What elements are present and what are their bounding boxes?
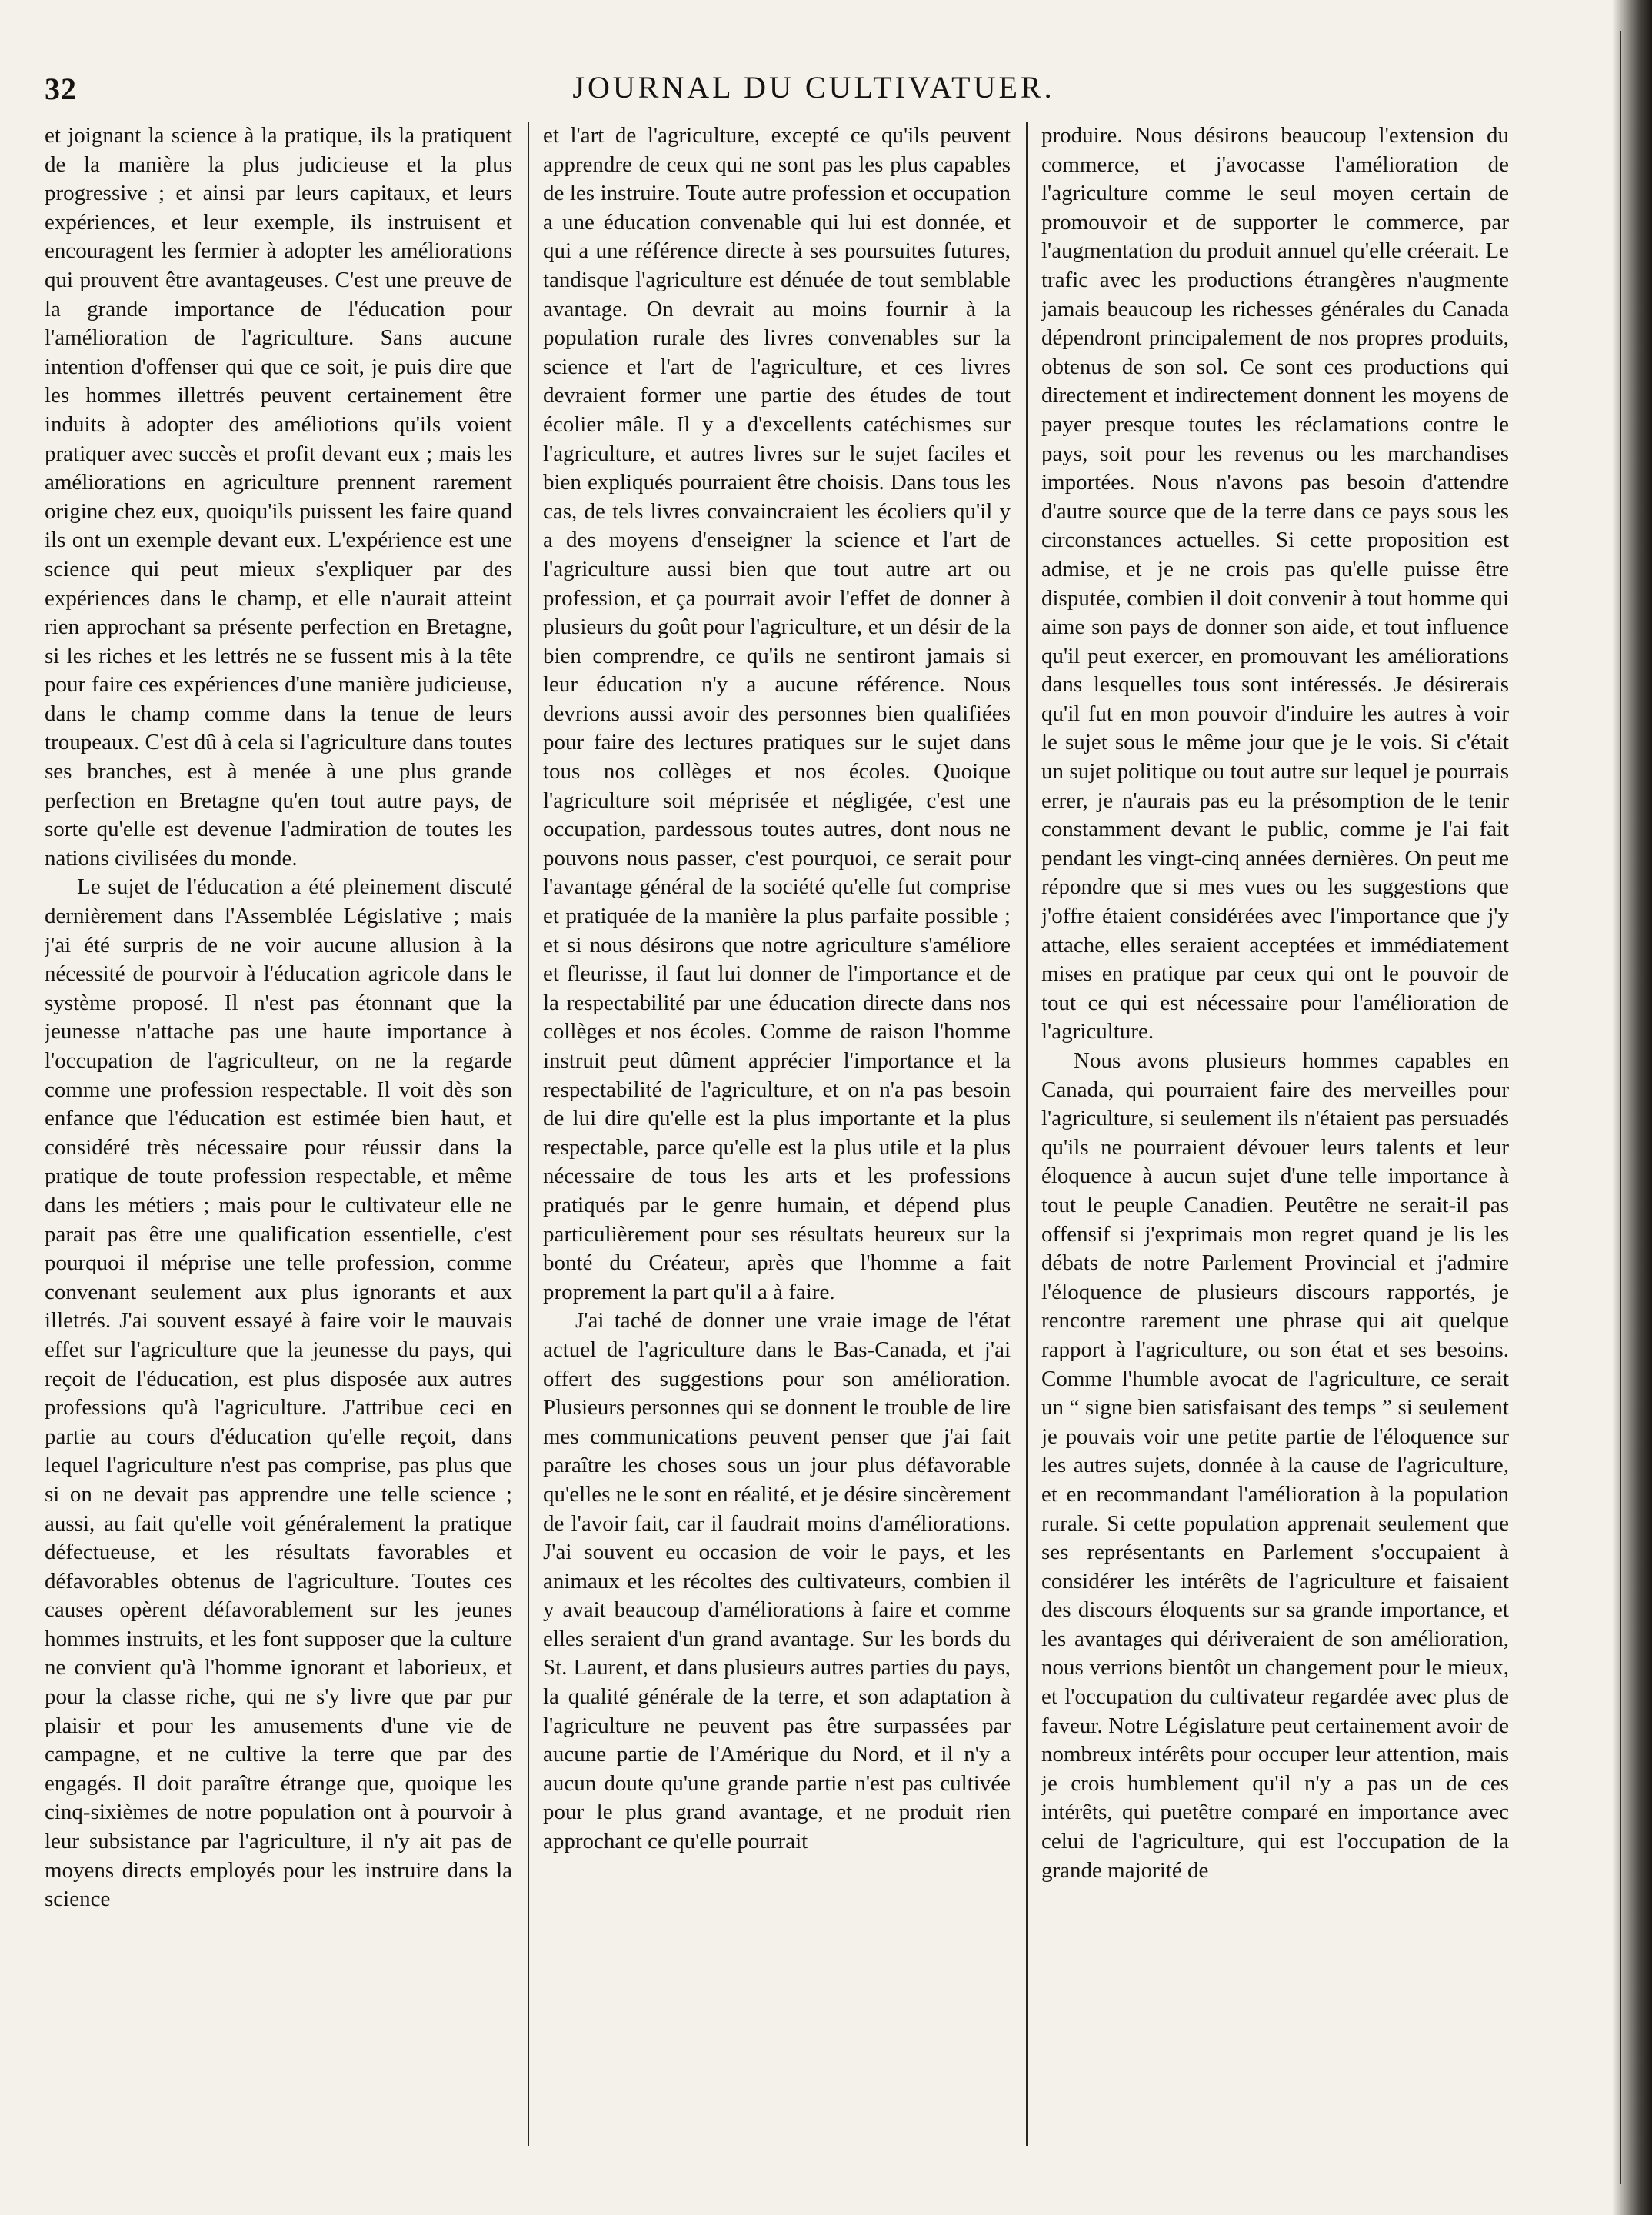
binding-shadow (1612, 0, 1652, 2215)
running-title: JOURNAL DU CULTIVATUER. (572, 70, 1055, 105)
column-2 (543, 122, 1011, 2146)
paragraph: produire. Nous désirons beaucoup l'extension du commerce, et j'avocasse l'amélioration de l'agriculture comme le seul moyen certain de promouvoir et de supporter le commerce, par l'augmentation du produit annuel qu'elle créerait. Le trafic avec les productions étrangères n'augmente jamais beaucoup les richesses générales du Canada dépendront principalement de nos propres produits, obtenus de son sol. Ce sont ces productions qui directement et indirectement donnent les moyens de payer presque toutes les réclamations contre le pays, soit pour les revenus ou les marchandises importées. Nous n'avons pas besoin d'attendre d'autre source que de la terre dans ce pays sous les circonstances actuelles. Si cette proposition est admise, et je ne crois pas qu'elle puisse être disputée, combien il doit convenir à tout homme qui aime son pays de donner son aide, et tout influence qu'il peut exercer, en promouvant les améliorations dans lesquelles tous sont intéressés. Je désirerais qu'il fut en mon pouvoir d'induire les autres à voir le sujet sous le même jour que je le vois. Si c'était un sujet politique ou tout autre sur lequel je pourrais errer, je n'aurais pas eu la présomption de le tenir constamment devant le public, comme je l'ai fait pendant les vingt-cinq années dernières. On peut me répondre que si mes vues ou les suggestions que j'offre étaient considérées avec l'importance que j'y attache, elles seraient acceptées et immédiatement mises en pratique par ceux qui ont le pouvoir de tout ce qui est nécessaire pour l'amélioration de l'agriculture. (1041, 123, 1509, 1044)
paragraph: Le sujet de l'éducation a été pleinement discuté dernièrement dans l'Assemblée Législative ; mais j'ai été surpris de ne voir aucune allusion à la nécessité de pourvoir à l'éducation agricole dans le système proposé. Il n'est pas étonnant que la jeunesse n'attache pas une haute importance à l'occupation de l'agriculteur, on ne la regarde comme une profession respectable. Il voit dès son enfance que l'éducation est estimée bien haut, et considéré très nécessaire pour réussir dans la pratique de toute profession respectable, et même dans les métiers ; mais pour le cultivateur elle ne parait pas être une qualification essentielle, c'est pourquoi il méprise une telle profession, comme convenant seulement aux plus ignorants et aux illetrés. J'ai souvent essayé à faire voir le mauvais effet sur l'agriculture que la jeunesse du pays, qui reçoit de l'éducation, est plus disposée aux autres professions qu'à l'agriculture. J'attribue ceci en partie au cours d'éducation qu'elle reçoit, dans lequel l'agriculture n'est pas comprise, pas plus que si on ne devait pas apprendre une telle science ; aussi, au fait qu'elle voit généralement la pratique défectueuse, et les résultats favorables et défavorables obtenus de l'agriculture. Toutes ces causes opèrent défavorablement sur les jeunes hommes instruits, et les font supposer que la culture ne convient qu'à l'homme ignorant et laborieux, et pour la classe riche, qui ne s'y livre que par pur plaisir et pour les amusements d'une vie de campagne, et ne cultive la terre que par des engagés. Il doit paraître étrange que, quoique les cinq-sixièmes de notre population ont à pourvoir à leur subsistance par l'agriculture, il n'y ait pas de moyens directs employés pour les instruire dans la science (45, 874, 512, 1912)
paragraph: et l'art de l'agriculture, excepté ce qu'ils peuvent apprendre de ceux qui ne sont pas les plus capables de les instruire. Toute autre profession et occupation a une éducation convenable qui lui est donnée, et qui a une référence directe à ses poursuites futures, tandisque l'agriculture est dénuée de tout semblable avantage. On devrait au moins fournir à la population rurale des livres convenables sur la science et l'art de l'agriculture, et ces livres devraient former une partie des études de tout écolier mâle. Il y a d'excellents catéchismes sur l'agriculture, et autres livres sur le sujet faciles et bien expliqués pourraient être choisis. Dans tous les cas, de tels livres convaincraient les écoliers qu'il y a des moyens d'enseigner la science et l'art de l'agriculture aussi bien que tout autre art ou profession, et ça pourrait avoir l'effet de donner à plusieurs du goût pour l'agriculture, et un désir de la bien comprendre, ce qu'ils ne sentiront jamais si leur éducation n'y a aucune référence. Nous devrions aussi avoir des personnes bien qualifiées pour faire des lectures pratiques sur le sujet dans tous nos collèges et nos écoles. Quoique l'agriculture soit méprisée et négligée, c'est une occupation, pardessous toutes autres, dont nous ne pouvons nous passer, c'est pourquoi, ce serait pour l'avantage général de la société qu'elle fut comprise et pratiquée de la manière la plus parfaite possible ; et si nous désirons que notre agriculture s'améliore et fleurisse, il faut lui donner de l'importance et de la respectabilité par une éducation directe dans nos collèges et nos écoles. Comme de raison l'homme instruit peut dûment apprécier l'importance et la respectabilité de l'agriculture, et on n'a pas besoin de lui dire qu'elle est la plus importante et la plus respectable, parce qu'elle est la plus utile et la plus nécessaire de tous les arts et les professions pratiqués par le genre humain, et dépend plus particulièrement pour ses résultats heureux sur la bonté du Créateur, après que l'homme a fait proprement la part qu'il a à faire. (543, 123, 1011, 1304)
text-columns (45, 122, 1509, 2146)
paragraph: et joignant la science à la pratique, ils la pratiquent de la manière la plus judicieuse et la plus progressive ; et ainsi par leurs capitaux, et leurs expériences, et leur exemple, ils instruisent et encouragent les fermier à adopter les améliorations qui prouvent être avantageuses. C'est une preuve de la grande importance de l'éducation pour l'amélioration de l'agriculture. Sans aucune intention d'offenser qui que ce soit, je puis dire que les hommes illettrés peuvent certainement être induits à adopter des améliotions qu'ils voient pratiquer avec succès et profit devant eux ; mais les améliorations en agriculture prennent rarement origine chez eux, quoiqu'ils puissent les faire quand ils ont un exemple devant eux. L'expérience est une science qui peut mieux s'expliquer par des expériences dans le champ, et elle n'aurait atteint rien approchant sa présente perfection en Bretagne, si les riches et les lettrés ne se fussent mis à la tête pour faire ces expériences d'une manière judicieuse, dans le champ comme dans la tenue de leurs troupeaux. C'est dû à cela si l'agriculture dans toutes ses branches, est à menée à une plus grande perfection en Bretagne qu'en tout autre pays, de sorte qu'elle est devenue l'admiration de toutes les nations civilisées du monde. (45, 123, 512, 871)
column-divider (1026, 122, 1028, 2146)
column-1 (45, 122, 512, 2146)
page-header (45, 65, 1583, 111)
paragraph: J'ai taché de donner une vraie image de l'état actuel de l'agriculture dans le Bas-Canada, et j'ai offert des suggestions pour son amélioration. Plusieurs personnes qui se donnent le trouble de lire mes communications peuvent penser que j'ai fait paraître les choses sous un jour plus défavorable qu'elles ne le sont en réalité, et je désire sincèrement de l'avoir fait, car il faudrait moins d'améliorations. J'ai souvent eu occasion de voir le pays, et les animaux et les récoltes des cultivateurs, combien il y avait beaucoup d'améliorations à faire et comme elles seraient d'un grand avantage. Sur les bords du St. Laurent, et dans plusieurs autres parties du pays, la qualité générale de la terre, et son adaptation à l'agriculture ne peuvent pas être surpassées par aucune partie de l'Amérique du Nord, et il n'y a aucun doute qu'une grande partie n'est pas cultivée pour le plus grand avantage, et ne produit rien approchant ce qu'elle pourrait (543, 1308, 1011, 1854)
page-number: 32 (45, 72, 77, 106)
paragraph: Nous avons plusieurs hommes capables en Canada, qui pourraient faire des merveilles pour l'agriculture, si seulement ils n'étaient pas persuadés qu'ils ne pourraient dévouer leurs talents et leur éloquence à aucun sujet d'une telle importance à tout le peuple Canadien. Peutêtre ne serait-il pas offensif si j'exprimais mon regret quand je lis les débats de notre Parlement Provincial et j'admire l'éloquence de plusieurs discours rapportés, je rencontre rarement une phrase qui ait quelque rapport à l'agriculture, ou son état et ses besoins. Comme l'humble avocat de l'agriculture, ce serait un “ signe bien satisfaisant des temps ” si seulement je pouvais voir une petite partie de l'éloquence sur les autres sujets, donnée à la cause de l'agriculture, et en recommandant l'amélioration à la population rurale. Si cette population apprenait seulement que ses représentants en Parlement s'occupaient à considérer les intérêts de l'agriculture et faisaient des discours éloquents sur sa grande importance, et les avantages qui dériveraient de son amélioration, nous verrions bientôt un changement pour le mieux, et l'occupation du cultivateur regardée avec plus de faveur. Notre Législature peut certainement avoir de nombreux intérêts pour occuper leur attention, mais je crois humblement qu'il n'y a pas un de ces intérêts, qui puetêtre comparé en importance avec celui de l'agriculture, qui est l'occupation de la grande majorité de (1041, 1048, 1509, 1883)
column-3 (1041, 122, 1509, 2146)
column-divider (528, 122, 529, 2146)
